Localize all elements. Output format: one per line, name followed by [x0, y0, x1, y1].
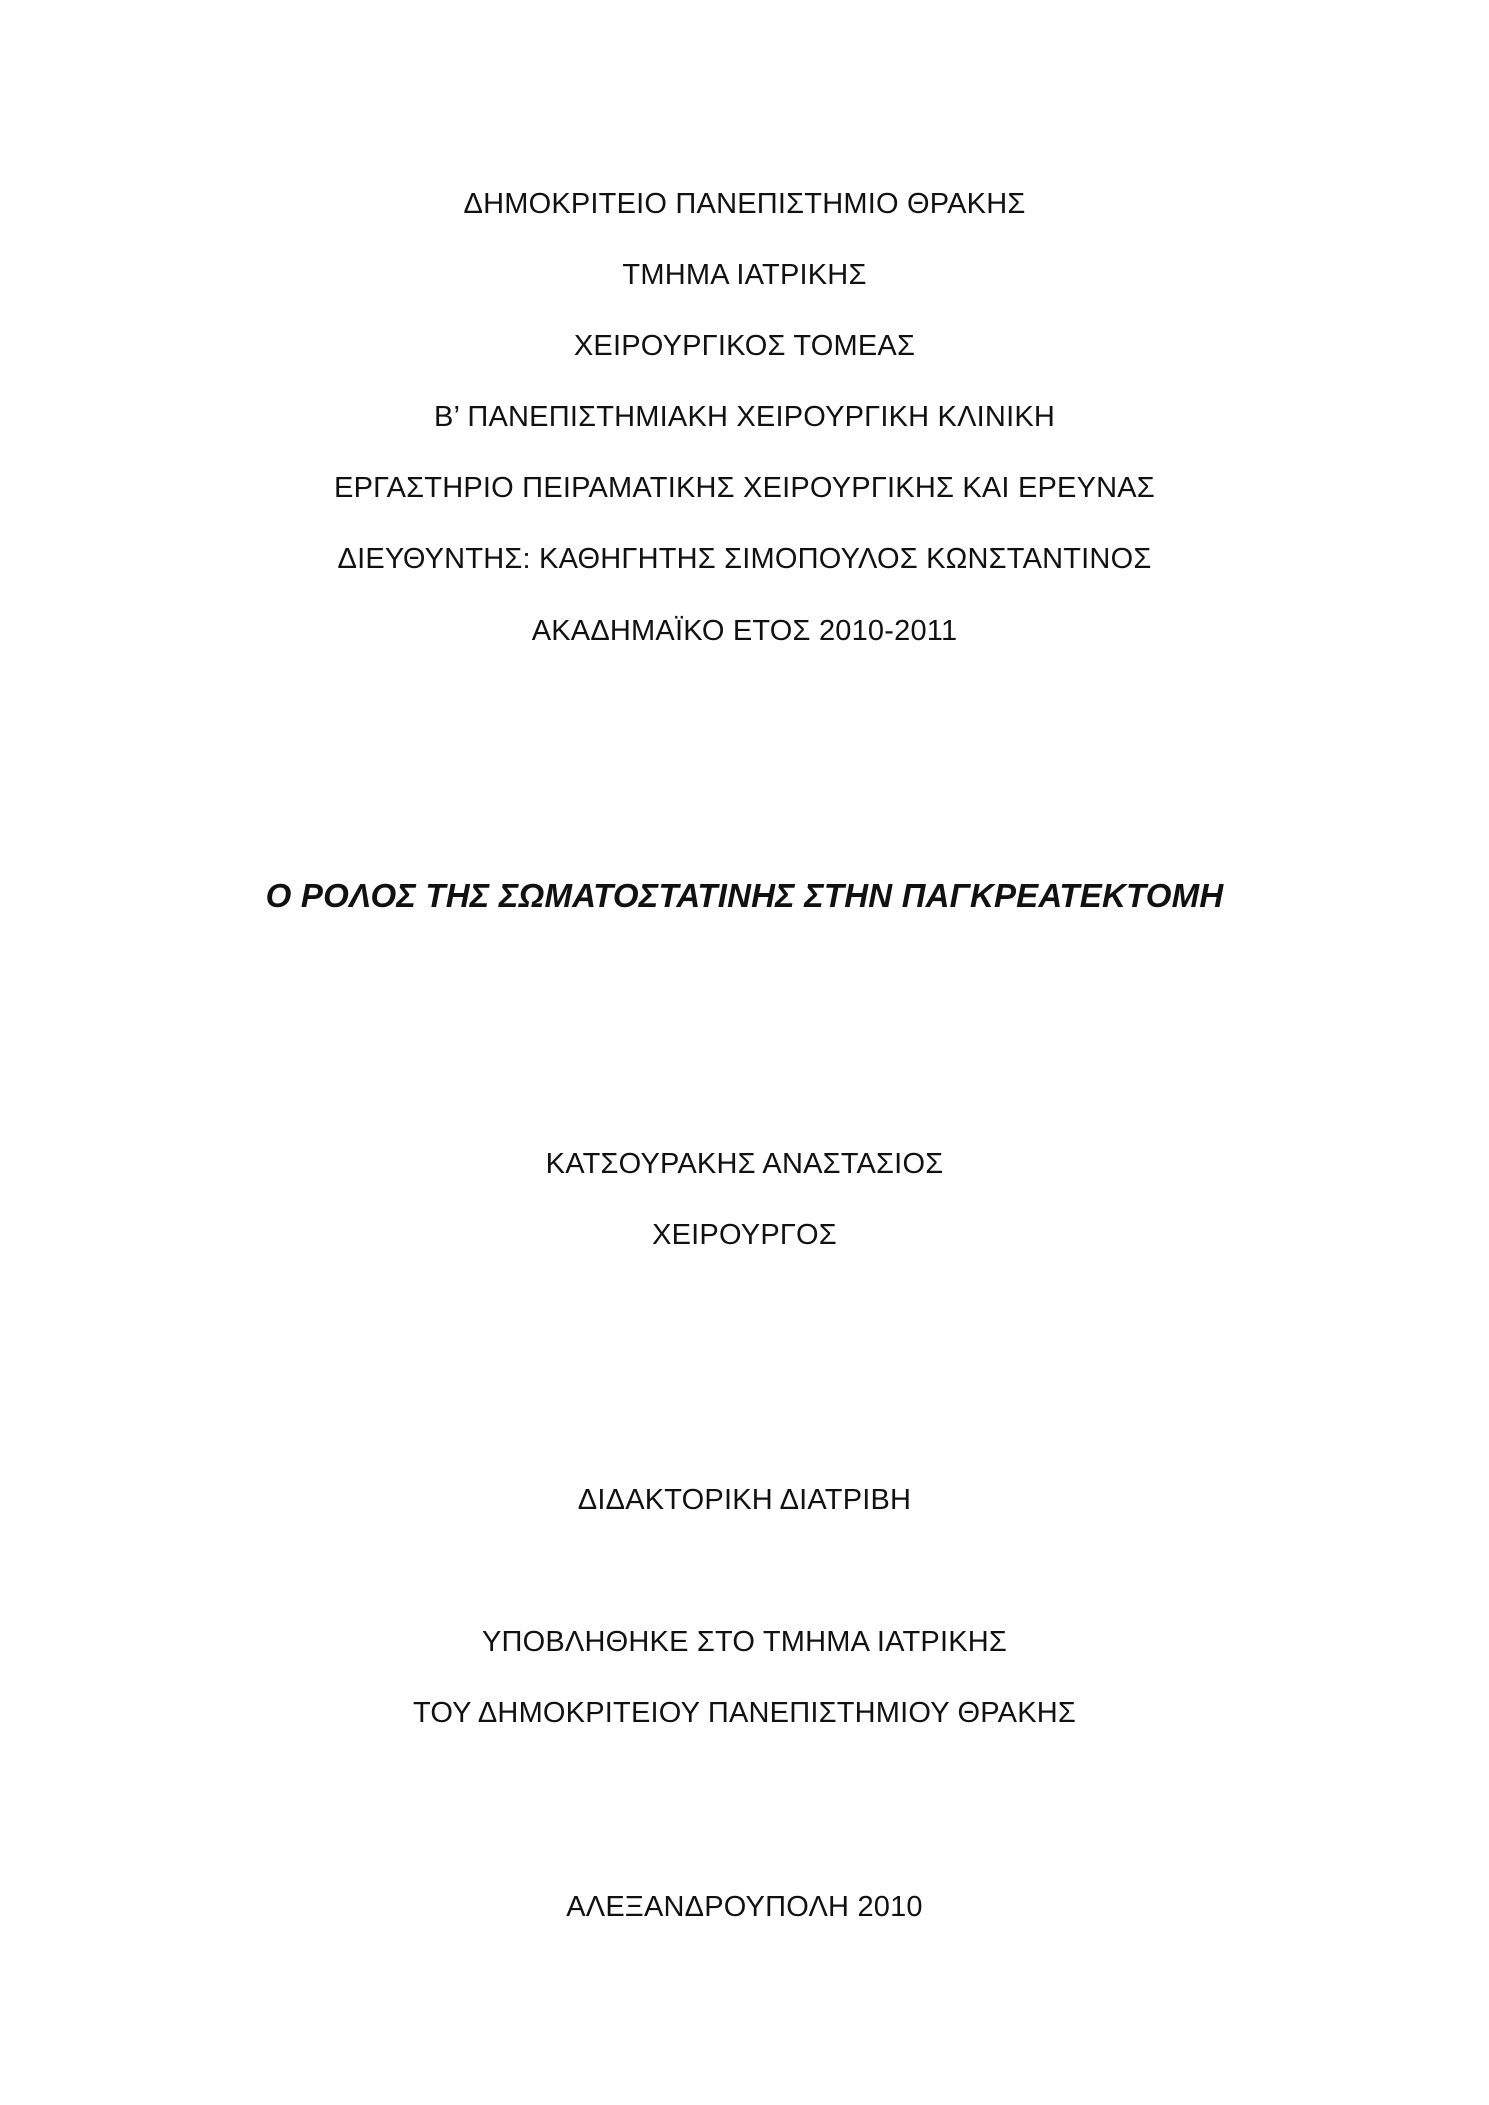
university-name: ΔΗΜΟΚΡΙΤΕΙΟ ΠΑΝΕΠΙΣΤΗΜΙΟ ΘΡΑΚΗΣ	[463, 188, 1026, 220]
submission-line-1: ΥΠΟΒΛΗΘΗΚΕ ΣΤΟ ΤΜΗΜΑ ΙΑΤΡΙΚΗΣ	[481, 1626, 1008, 1658]
laboratory-name: ΕΡΓΑΣΤΗΡΙΟ ΠΕΙΡΑΜΑΤΙΚΗΣ ΧΕΙΡΟΥΡΓΙΚΗΣ ΚΑΙ ΕΡΕΥΝΑΣ	[334, 472, 1155, 504]
department-name: ΤΜΗΜΑ ΙΑΤΡΙΚΗΣ	[622, 259, 867, 291]
submission-line-2: ΤΟΥ ΔΗΜΟΚΡΙΤΕΙΟΥ ΠΑΝΕΠΙΣΤΗΜΙΟΥ ΘΡΑΚΗΣ	[412, 1697, 1077, 1729]
clinic-name: Β’ ΠΑΝΕΠΙΣΤΗΜΙΑΚΗ ΧΕΙΡΟΥΡΓΙΚΗ ΚΛΙΝΙΚΗ	[433, 401, 1056, 433]
author-profession: ΧΕΙΡΟΥΡΓΟΣ	[652, 1219, 837, 1251]
place-and-date: ΑΛΕΞΑΝΔΡΟΥΠΟΛΗ 2010	[566, 1891, 923, 1923]
director-line: ΔΙΕΥΘΥΝΤΗΣ: ΚΑΘΗΓΗΤΗΣ ΣΙΜΟΠΟΥΛΟΣ ΚΩΝΣΤΑΝΤΙΝΟΣ	[337, 543, 1152, 575]
thesis-type: ΔΙΔΑΚΤΟΡΙΚΗ ΔΙΑΤΡΙΒΗ	[577, 1484, 912, 1516]
academic-year: ΑΚΑΔΗΜΑΪΚΟ ΕΤΟΣ 2010-2011	[531, 615, 958, 647]
sector-name: ΧΕΙΡΟΥΡΓΙΚΟΣ ΤΟΜΕΑΣ	[573, 330, 916, 362]
thesis-title: Ο ΡΟΛΟΣ ΤΗΣ ΣΩΜΑΤΟΣΤΑΤΙΝΗΣ ΣΤΗΝ ΠΑΓΚΡΕΑΤΕΚΤΟΜΗ	[265, 877, 1224, 914]
author-name: ΚΑΤΣΟΥΡΑΚΗΣ ΑΝΑΣΤΑΣΙΟΣ	[545, 1148, 944, 1180]
